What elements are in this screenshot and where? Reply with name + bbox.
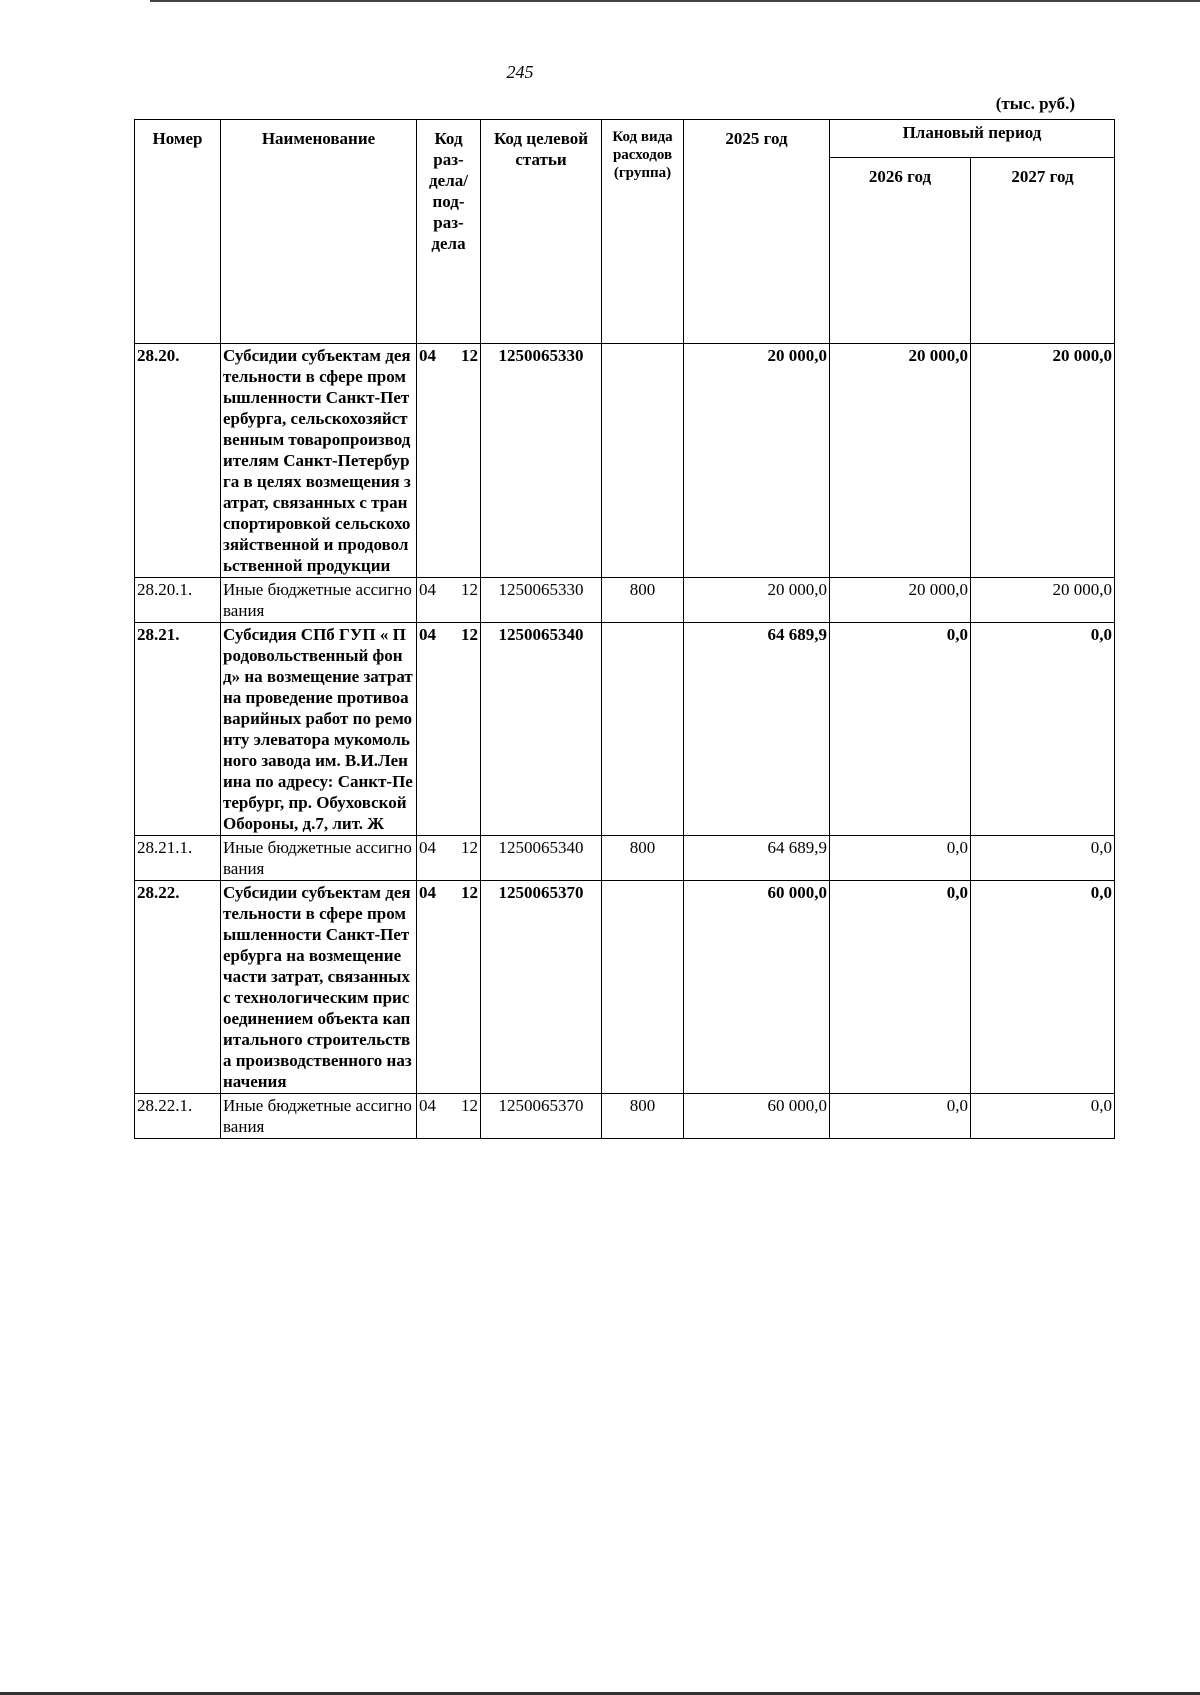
row-value-2025: 20 000,0: [684, 578, 830, 623]
row-name: Иные бюджетные ассигнования: [221, 836, 417, 881]
units-label: (тыс. руб.): [995, 94, 1075, 113]
table-row: [135, 344, 1115, 578]
row-target-code: 1250065340: [481, 836, 602, 881]
row-value-2025: 64 689,9: [684, 623, 830, 836]
row-value-2025: 64 689,9: [684, 836, 830, 881]
header-target-code: Код целевой статьи: [481, 120, 602, 344]
row-expense-type: 800: [602, 1094, 684, 1139]
row-value-2027: 20 000,0: [971, 344, 1115, 578]
table-row: [135, 623, 1115, 836]
table-row: [135, 1094, 1115, 1139]
row-target-code: 1250065330: [481, 578, 602, 623]
row-expense-type: 800: [602, 836, 684, 881]
row-section-code: 04 12: [417, 881, 481, 1094]
row-value-2026: 0,0: [830, 836, 971, 881]
row-target-code: 1250065370: [481, 1094, 602, 1139]
table-row: [135, 836, 1115, 881]
row-section-code: 04 12: [417, 344, 481, 578]
row-value-2026: 20 000,0: [830, 578, 971, 623]
row-value-2027: 0,0: [971, 1094, 1115, 1139]
row-section-code: 04 12: [417, 1094, 481, 1139]
table-row: [135, 578, 1115, 623]
row-section-code: 04 12: [417, 578, 481, 623]
row-value-2027: 0,0: [971, 623, 1115, 836]
row-name: Субсидии субъектам деятельности в сфере промышленности Санкт-Петербурга, сельскохозяйственным товаропроизводителям Санкт-Петербурга в целях возмещения затрат, связанных с транспортировкой сельскохозяйственной и продовольственной продукции: [221, 344, 417, 578]
row-value-2027: 0,0: [971, 836, 1115, 881]
row-name: Иные бюджетные ассигнования: [221, 578, 417, 623]
row-number: 28.20.: [135, 344, 221, 578]
header-year-2025: 2025 год: [684, 120, 830, 344]
row-value-2026: 0,0: [830, 623, 971, 836]
row-expense-type: [602, 881, 684, 1094]
table-row: [135, 881, 1115, 1094]
header-section-code: Код раз-дела/ под-раз-дела: [417, 120, 481, 344]
row-value-2025: 20 000,0: [684, 344, 830, 578]
row-number: 28.20.1.: [135, 578, 221, 623]
row-section-code: 04 12: [417, 623, 481, 836]
row-number: 28.21.: [135, 623, 221, 836]
page-number: 245: [506, 62, 534, 82]
row-name: Субсидия СПб ГУП « Продовольственный фонд» на возмещение затрат на проведение противоаварийных работ по ремонту элеватора мукомольного завода им. В.И.Ленина по адресу: Санкт-Петербург, пр. Обуховской Обороны, д.7, лит. Ж: [221, 623, 417, 836]
row-number: 28.22.: [135, 881, 221, 1094]
row-number: 28.22.1.: [135, 1094, 221, 1139]
row-name: Субсидии субъектам деятельности в сфере промышленности Санкт-Петербурга на возмещение части затрат, связанных с технологическим присоединением объекта капитального строительства производственного назначения: [221, 881, 417, 1094]
row-section-code: 04 12: [417, 836, 481, 881]
header-expense-type: Код вида расходов (группа): [602, 120, 684, 344]
scan-edge-top: [150, 0, 1200, 2]
header-year-2026: 2026 год: [830, 158, 971, 344]
row-value-2026: 0,0: [830, 1094, 971, 1139]
header-year-2027: 2027 год: [971, 158, 1115, 344]
budget-table: [134, 119, 1115, 1139]
header-planning-period: Плановый период: [830, 120, 1115, 158]
row-expense-type: 800: [602, 578, 684, 623]
row-expense-type: [602, 344, 684, 578]
row-target-code: 1250065340: [481, 623, 602, 836]
row-value-2025: 60 000,0: [684, 1094, 830, 1139]
row-expense-type: [602, 623, 684, 836]
header-name: Наименование: [221, 120, 417, 344]
row-value-2026: 20 000,0: [830, 344, 971, 578]
row-target-code: 1250065370: [481, 881, 602, 1094]
header-row: [135, 120, 1115, 158]
row-value-2027: 0,0: [971, 881, 1115, 1094]
row-target-code: 1250065330: [481, 344, 602, 578]
header-number: Номер: [135, 120, 221, 344]
row-name: Иные бюджетные ассигнования: [221, 1094, 417, 1139]
row-value-2026: 0,0: [830, 881, 971, 1094]
row-value-2025: 60 000,0: [684, 881, 830, 1094]
row-number: 28.21.1.: [135, 836, 221, 881]
row-value-2027: 20 000,0: [971, 578, 1115, 623]
